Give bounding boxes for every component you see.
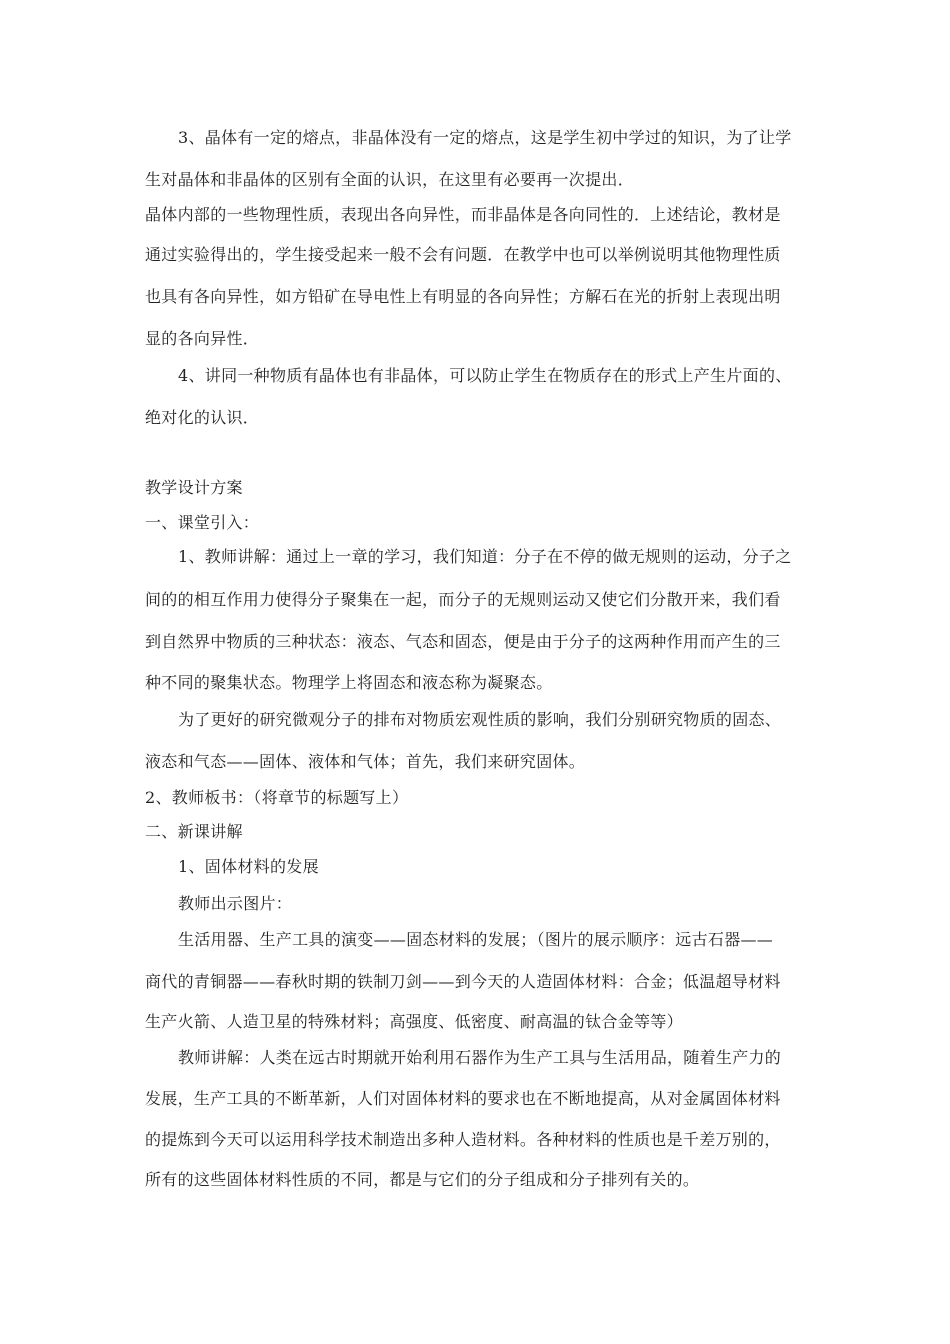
text-line: 显的各向异性． [145,329,260,348]
text-line: 也具有各向异性，如方铅矿在导电性上有明显的各向异性；方解石在光的折射上表现出明 [145,287,781,306]
text-line: 为了更好的研究微观分子的排布对物质宏观性质的影响，我们分别研究物质的固态、 [178,710,782,729]
section-heading: 二、新课讲解 [145,822,243,841]
section-heading: 一、课堂引入： [145,513,260,532]
text-line: 教师讲解：人类在远古时期就开始利用石器作为生产工具与生活用品，随着生产力的 [178,1048,782,1067]
text-line: 4、讲同一种物质有晶体也有非晶体，可以防止学生在物质存在的形式上产生片面的、 [178,366,792,385]
text-line: 种不同的聚集状态。物理学上将固态和液态称为凝聚态。 [145,673,553,692]
text-line: 晶体内部的一些物理性质，表现出各向异性，而非晶体是各向同性的．上述结论，教材是 [145,205,781,224]
text-line: 1、教师讲解：通过上一章的学习，我们知道：分子在不停的做无规则的运动，分子之 [178,547,792,566]
text-line: 通过实验得出的，学生接受起来一般不会有问题．在教学中也可以举例说明其他物理性质 [145,245,781,264]
text-line: 3、晶体有一定的熔点，非晶体没有一定的熔点，这是学生初中学过的知识，为了让学 [178,128,792,147]
text-line: 所有的这些固体材料性质的不同，都是与它们的分子组成和分子排列有关的。 [145,1170,700,1189]
section-heading: 教学设计方案 [145,478,243,497]
text-line: 发展，生产工具的不断革新，人们对固体材料的要求也在不断地提高，从对金属固体材料 [145,1089,781,1108]
text-line: 绝对化的认识． [145,408,260,427]
text-line: 生对晶体和非晶体的区别有全面的认识，在这里有必要再一次提出． [145,170,635,189]
text-line: 商代的青铜器——春秋时期的铁制刀剑——到今天的人造固体材料：合金；低温超导材料 [145,972,781,991]
text-line: 间的的相互作用力使得分子聚集在一起，而分子的无规则运动又使它们分散开来，我们看 [145,590,781,609]
text-line: 教师出示图片： [178,894,293,913]
text-line: 到自然界中物质的三种状态：液态、气态和固态，便是由于分子的这两种作用而产生的三 [145,632,781,651]
subsection-heading: 1、固体材料的发展 [178,857,319,876]
text-line: 液态和气态——固体、液体和气体；首先，我们来研究固体。 [145,752,586,771]
text-line: 2、教师板书：（将章节的标题写上） [145,788,409,807]
text-line: 生产火箭、人造卫星的特殊材料；高强度、低密度、耐高温的钛合金等等） [145,1012,683,1031]
text-line: 的提炼到今天可以运用科学技术制造出多种人造材料。各种材料的性质也是千差万别的， [145,1130,781,1149]
text-line: 生活用器、生产工具的演变——固态材料的发展；（图片的展示顺序：远古石器—— [178,930,774,949]
